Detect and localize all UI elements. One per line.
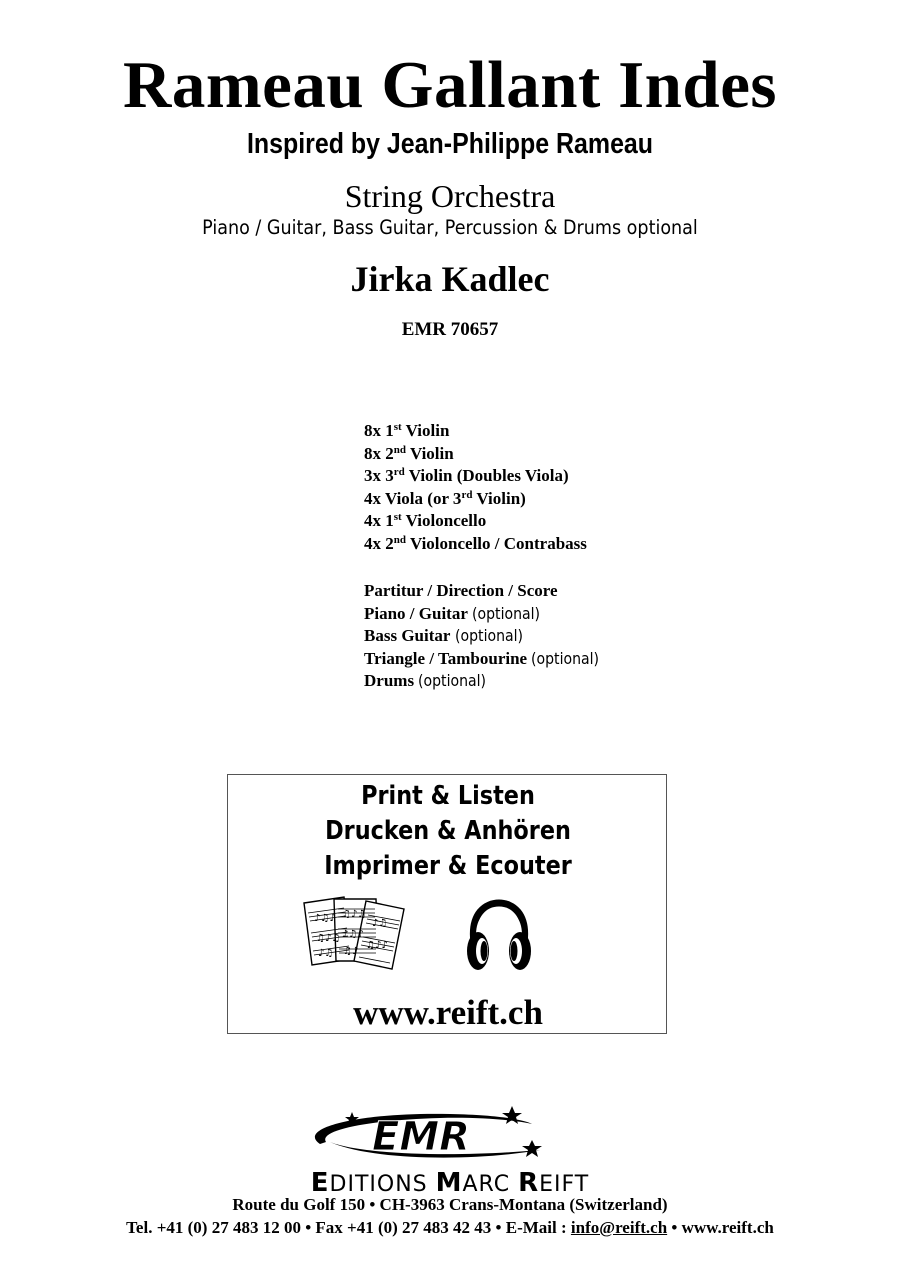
page-title: Rameau Gallant Indes <box>122 48 778 122</box>
score-part-item: Piano / Guitar (optional) <box>364 603 541 623</box>
catalog-number: EMR 70657 <box>401 319 499 340</box>
svg-text:♫♪: ♫♪ <box>343 946 359 957</box>
svg-text:♫♪♪: ♫♪♪ <box>366 940 388 951</box>
print-listen-box <box>227 774 667 1034</box>
promo-url[interactable]: www.reift.ch <box>353 993 543 1032</box>
svg-text:♪♫: ♪♫ <box>372 918 388 929</box>
part-item: 8x 1st Violin <box>364 421 450 440</box>
ensemble: String Orchestra <box>344 178 556 214</box>
publisher-contact: Tel. +41 (0) 27 483 12 00 • Fax +41 (0) 27 483 42 43 • E-Mail : info@reift.ch • www.reift.ch <box>126 1218 774 1237</box>
email-link[interactable]: info@reift.ch <box>570 1218 668 1237</box>
publisher-name: EDITIONS MARC REIFT <box>310 1168 590 1198</box>
svg-text:♪♫♪: ♪♫♪ <box>314 913 336 924</box>
score-part-item: Partitur / Direction / Score <box>364 581 558 600</box>
svg-text:♪♫: ♪♫ <box>318 948 334 959</box>
optional-instruments: Piano / Guitar, Bass Guitar, Percussion & Drums optional <box>202 216 698 239</box>
promo-line-french: Imprimer & Ecouter <box>324 851 572 881</box>
part-item: 4x Viola (or 3rd Violin) <box>364 488 526 508</box>
svg-text:EMR: EMR <box>372 1114 470 1160</box>
sheet-music-icon <box>300 893 412 973</box>
publisher-address: Route du Golf 150 • CH-3963 Crans-Montana (Switzerland) <box>232 1195 668 1214</box>
subtitle: Inspired by Jean-Philippe Rameau <box>246 128 654 160</box>
score-part-item: Bass Guitar (optional) <box>364 626 523 646</box>
svg-text:♫♪♫: ♫♪♫ <box>316 933 341 944</box>
part-item: 4x 2nd Violoncello / Contrabass <box>364 533 587 553</box>
score-part-item: Triangle / Tambourine (optional) <box>364 648 600 668</box>
svg-text:♫♪♫: ♫♪♫ <box>342 909 367 920</box>
part-item: 3x 3rd Violin (Doubles Viola) <box>364 466 569 486</box>
composer-name: Jirka Kadlec <box>350 259 550 299</box>
emr-logo <box>300 1106 600 1168</box>
score-parts-list <box>364 580 609 693</box>
part-item: 8x 2nd Violin <box>364 443 454 463</box>
promo-line-english: Print & Listen <box>361 781 535 811</box>
score-part-item: Drums (optional) <box>364 671 487 691</box>
parts-list <box>364 420 587 556</box>
promo-line-german: Drucken & Anhören <box>325 816 571 846</box>
part-item: 4x 1st Violoncello <box>364 511 487 531</box>
svg-text:♪♫♪: ♪♫♪ <box>342 929 364 940</box>
headphones-icon <box>464 899 534 975</box>
